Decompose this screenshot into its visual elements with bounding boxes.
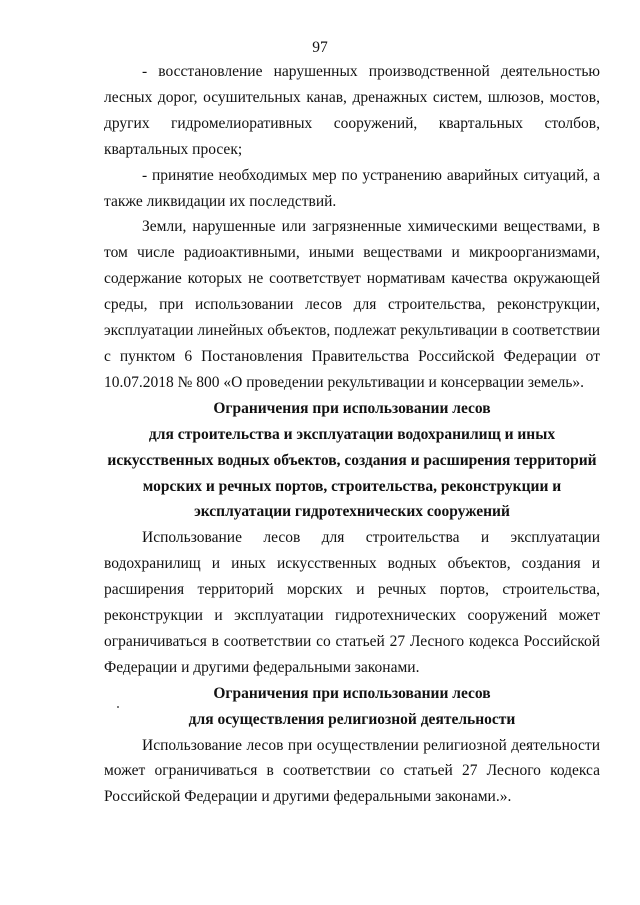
heading-line: искусственных водных объектов, создания и расширения территорий — [107, 451, 597, 469]
document-body — [104, 59, 600, 810]
heading-line: Ограничения при использовании лесов — [213, 684, 491, 702]
paragraph-emergency: - принятие необходимых мер по устранению аварийных ситуаций, а также ликвидации их последствий. — [104, 166, 600, 210]
heading-line: морских и речных портов, строительства, реконструкции и — [142, 477, 562, 495]
scan-speck — [117, 706, 119, 708]
paragraph-restoration: - восстановление нарушенных производственной деятельностью лесных дорог, осушительных канав, дренажных систем, шлюзов, мостов, других гидромелиоративных сооружений, квартальных столбов, квартальных просек; — [104, 63, 600, 158]
heading-reservoir-restrictions — [104, 396, 600, 526]
paragraph-religious-use: Использование лесов при осуществлении религиозной деятельности может ограничиваться в соответствии со статьей 27 Лесного кодекса Российской Федерации и другими федеральными законами.». — [104, 736, 600, 806]
page-number: 97 — [312, 39, 328, 56]
heading-line: эксплуатации гидротехнических сооружений — [194, 503, 510, 521]
heading-line: для осуществления религиозной деятельности — [188, 710, 516, 728]
heading-religious-restrictions — [104, 681, 600, 733]
paragraph-recultivation: Земли, нарушенные или загрязненные химическими веществами, в том числе радиоактивными, иными веществами и микроорганизмами, содержание которых не соответствует нормативам качества окружающей среды, при использовании лесов для строительства, реконструкции, эксплуатации линейных объектов, подлежат рекультивации в соответствии с пунктом 6 Постановления Правительства Российской Федерации от 10.07.2018 № 800 «О проведении рекультивации и консервации земель». — [104, 218, 600, 391]
paragraph-reservoir-use: Использование лесов для строительства и эксплуатации водохранилищ и иных искусственных водных объектов, создания и расширения территорий морских и речных портов, строительства, реконструкции и эксплуатации гидротехнических сооружений может ограничиваться в соответствии со статьей 27 Лесного кодекса Российской Федерации и другими федеральными законами. — [104, 529, 600, 676]
heading-line: для строительства и эксплуатации водохранилищ и иных — [148, 425, 556, 443]
heading-line: Ограничения при использовании лесов — [213, 399, 491, 417]
